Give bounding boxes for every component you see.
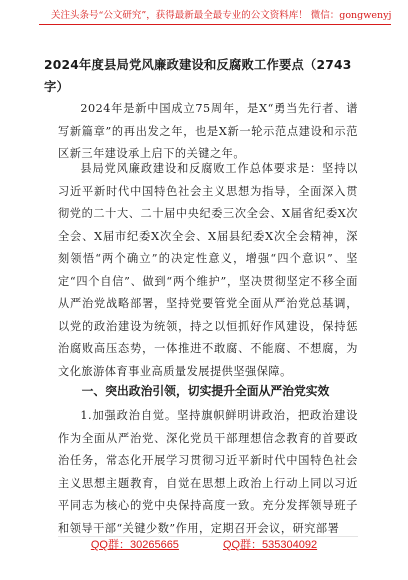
section-paragraph: 1.加强政治自觉。坚持旗帜鲜明讲政治，把政治建设作为全面从严治党、深化党员干部理想信念教育的首要政治任务，常态化开展学习贯彻习近平新时代中国特色社会主义思想主题教育，自觉在思想上政治上行动上同以习近平同志为核心的党中央保持高度一致。充分发挥领导班子和领导干部“关键少数”作用，定期召开会议，研究部署 [58,409,358,535]
footer [0,537,408,553]
requirements-paragraph: 县局党风廉政建设和反腐败工作总体要求是：坚持以习近平新时代中国特色社会主义思想为指导，全面深入贯彻党的二十大、二十届中央纪委三次全会、X届省纪委X次全会、X届市纪委X次全会、X届县纪委X次全会精神，深刻领悟“两个确立”的决定性意义，增强“四个意识”、坚定“四个自信”、做到“两个维护”，坚决贯彻坚定不移全面从严治党战略部署，坚持党要管党全面从严治党总基调，以党的政治建设为统领，持之以恒抓好作风建设，保持惩治腐败高压态势，一体推进不敢腐、不能腐、不想腐，为文化旅游体育事业高质量发展提供坚强保障。 [58,162,358,378]
intro-paragraph: 2024年是新中国成立75周年，是X“勇当先行者、谱写新篇章”的再出发之年，也是X新一轮示范点建设和示范区新三年建设承上启下的关键之年。 [58,102,358,160]
section-heading: 一、突出政治引领，切实提升全面从严治党实效 [81,384,330,398]
page-title: 2024年度县局党风廉政建设和反腐败工作要点（2743字） [44,58,352,94]
footer-qq-group-2[interactable]: QQ群：535304092 [222,539,318,551]
footer-qq-group-1[interactable]: QQ群：30265665 [90,539,179,551]
header-banner [0,6,408,26]
header-banner-text: 关注头条号“公文研究”，获得最新最全最专业的公文资料库！ 微信：gongwenyj [39,7,391,25]
